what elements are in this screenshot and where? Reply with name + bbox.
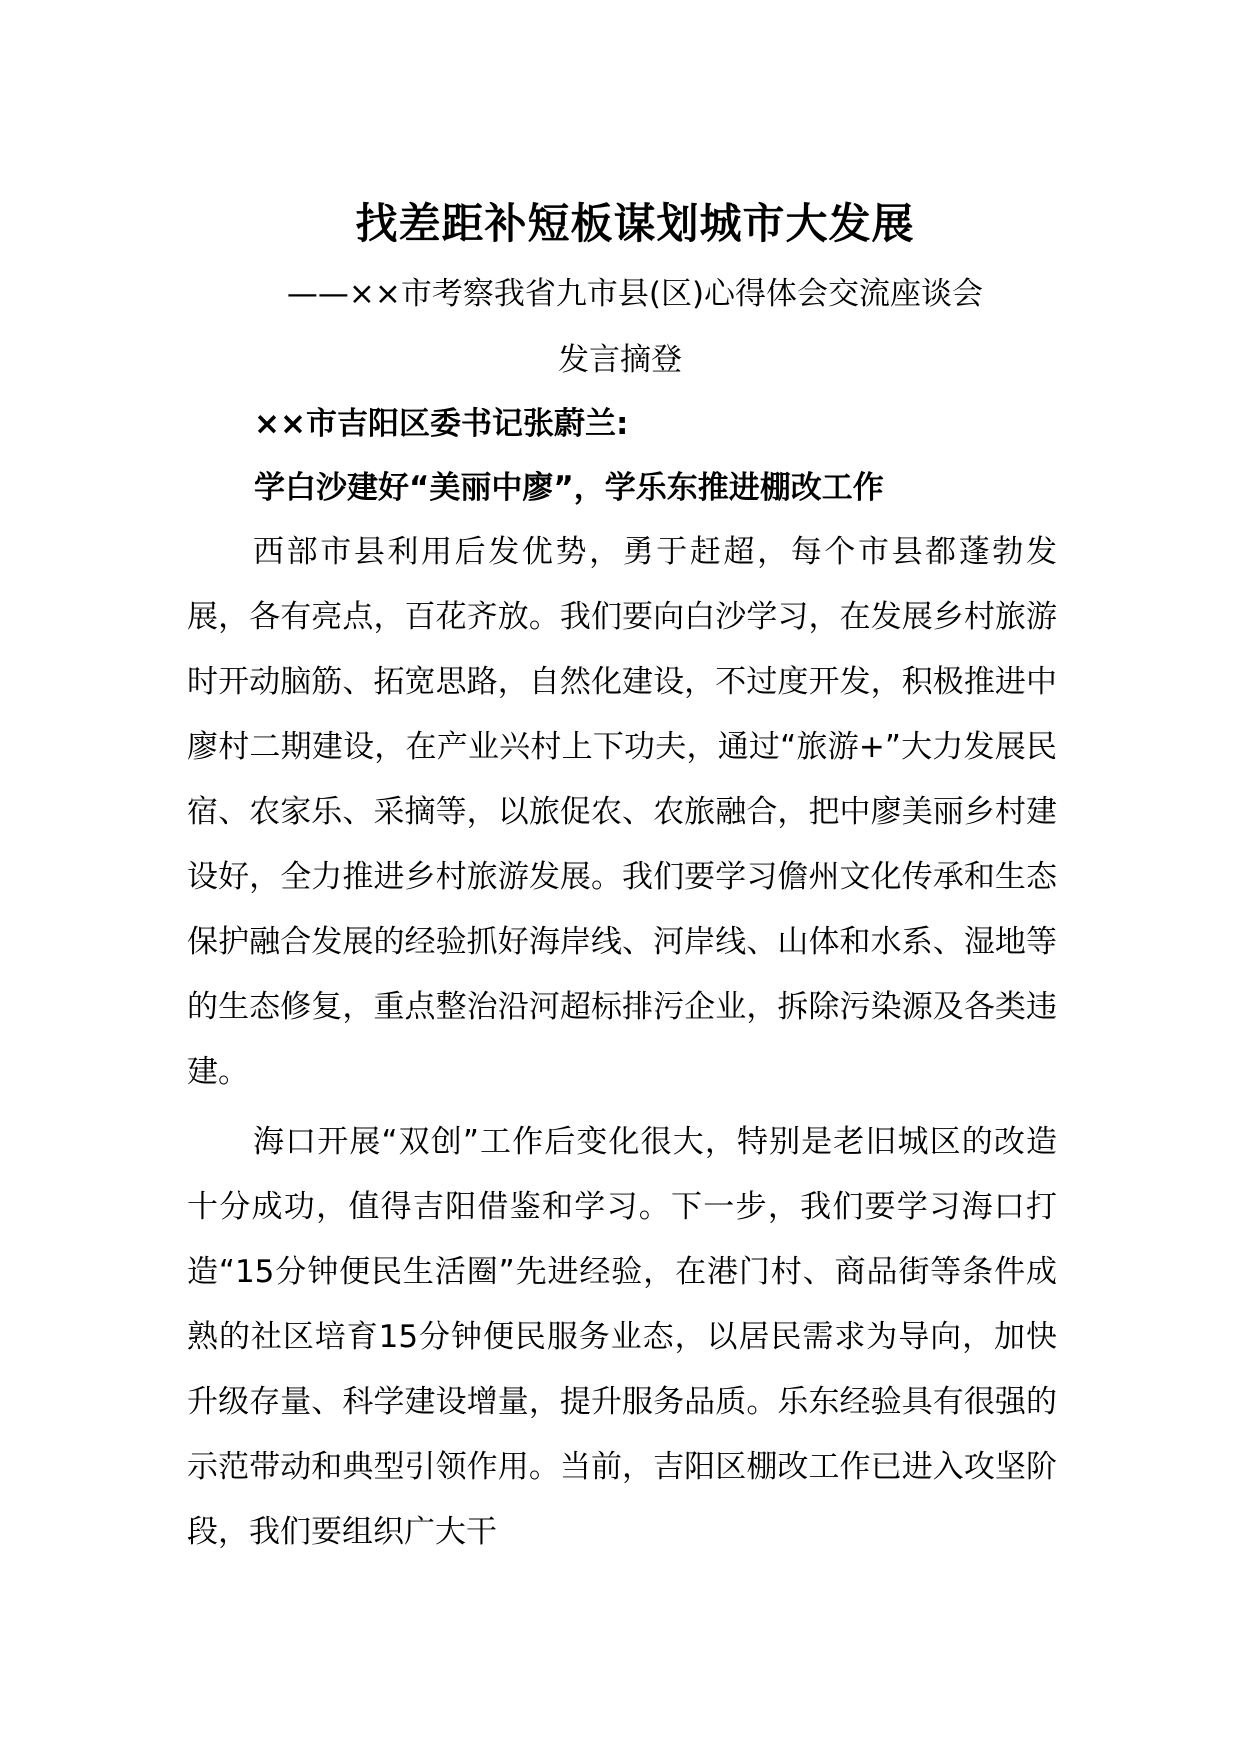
speaker-heading: ××市吉阳区委书记张蔚兰:	[254, 406, 629, 442]
document-subtitle-continued: 发言摘登	[558, 342, 682, 378]
speech-headline: 学白沙建好“美丽中廖”，学乐东推进棚改工作	[254, 470, 884, 506]
document-title: 找差距补短板谋划城市大发展	[355, 199, 915, 248]
document-subtitle: ——××市考察我省九市县(区)心得体会交流座谈会	[286, 276, 984, 312]
body-paragraph: 西部市县利用后发优势，勇于赶超，每个市县都蓬勃发展，各有亮点，百花齐放。我们要向白沙学习，在发展乡村旅游时开动脑筋、拓宽思路，自然化建设，不过度开发，积极推进中廖村二期建设，在产业兴村上下功夫，通过“旅游+”大力发展民宿、农家乐、采摘等，以旅促农、农旅融合，把中廖美丽乡村建设好，全力推进乡村旅游发展。我们要学习儋州文化传承和生态保护融合发展的经验抓好海岸线、河岸线、山体和水系、湿地等的生态修复，重点整治沿河超标排污企业，拆除污染源及各类违建。	[187, 534, 1057, 1090]
body-paragraph: 海口开展“双创”工作后变化很大，特别是老旧城区的改造十分成功，值得吉阳借鉴和学习。下一步，我们要学习海口打造“15分钟便民生活圈”先进经验，在港门村、商品街等条件成熟的社区培育15分钟便民服务业态，以居民需求为导向，加快升级存量、科学建设增量，提升服务品质。乐东经验具有很强的示范带动和典型引领作用。当前，吉阳区棚改工作已进入攻坚阶段，我们要组织广大干	[187, 1124, 1057, 1550]
